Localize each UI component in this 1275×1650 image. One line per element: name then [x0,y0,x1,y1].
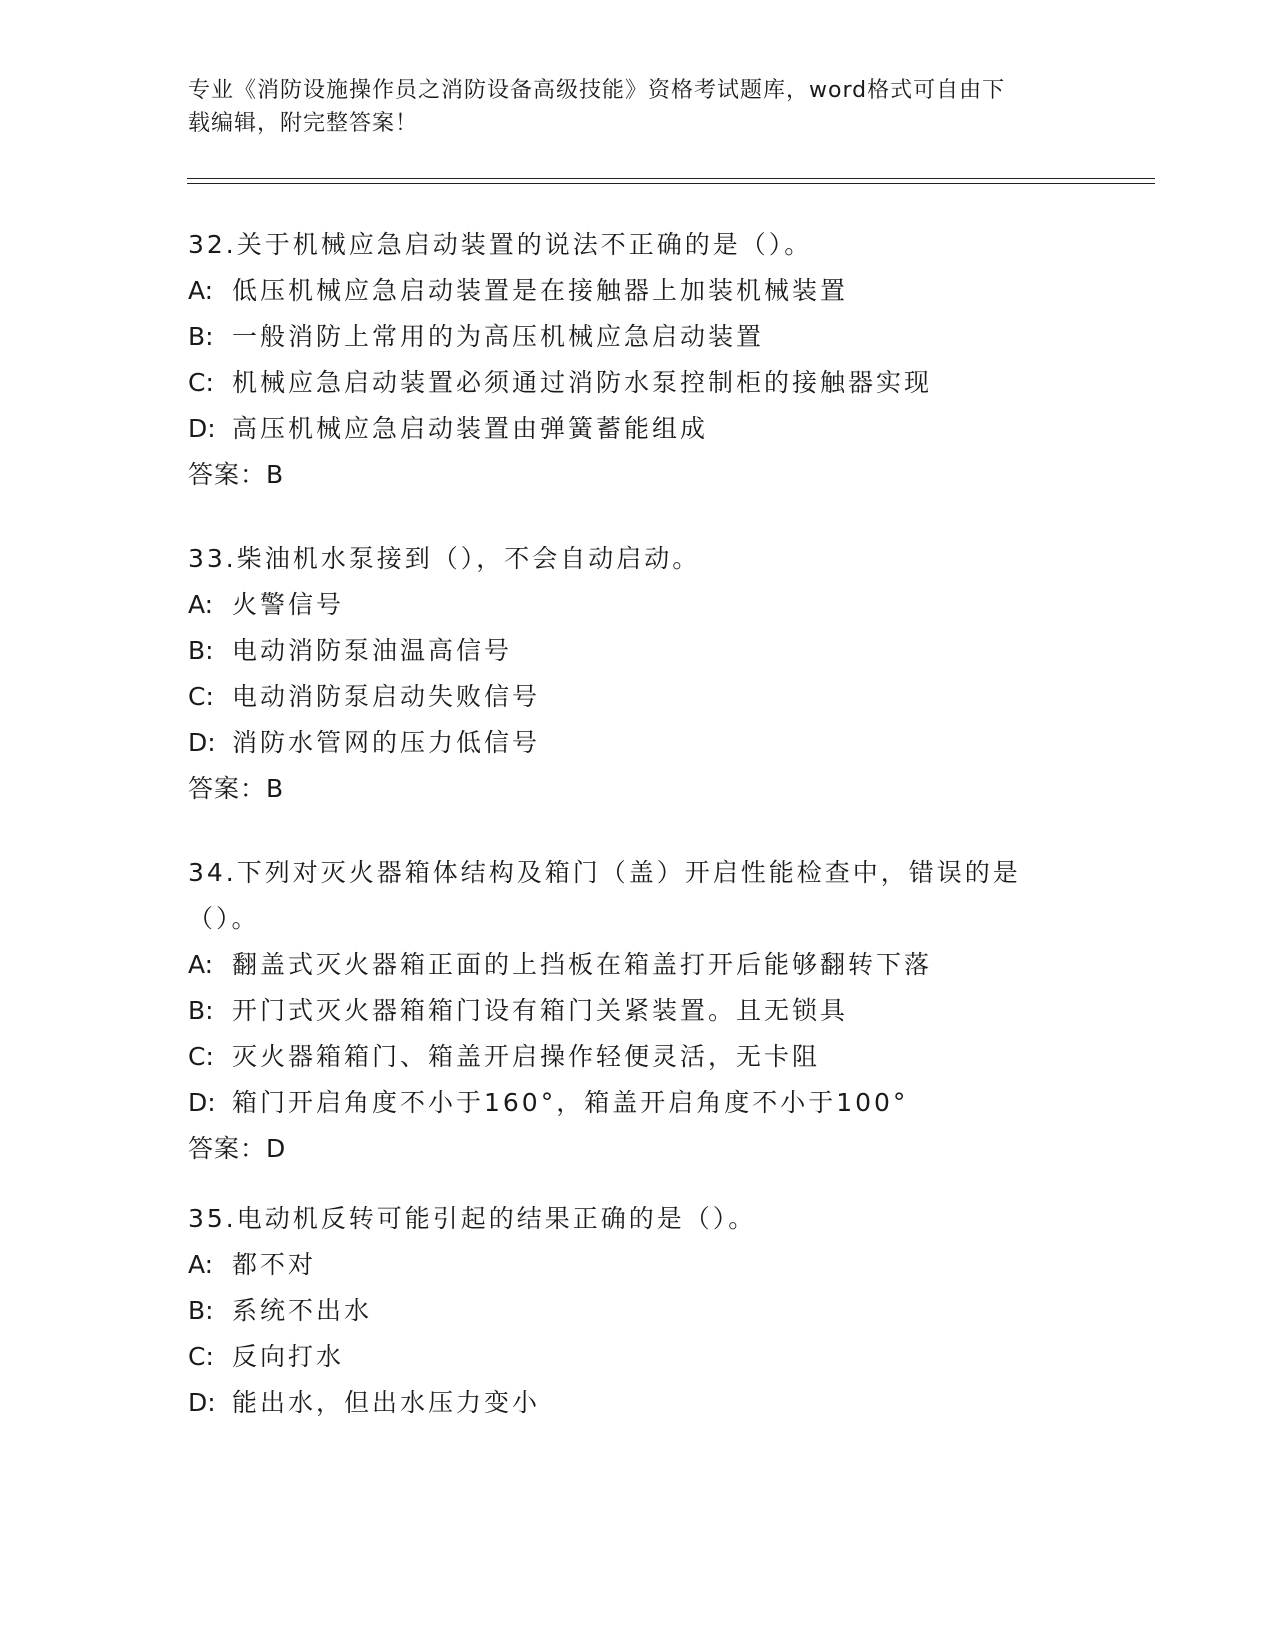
option-text: 一般消防上常用的为高压机械应急启动装置 [232,322,765,351]
option-c [188,360,1168,406]
question-stem: 33.柴油机水泵接到（），不会自动启动。 [188,544,701,573]
option-letter: B: [188,996,214,1025]
option-text: 灭火器箱箱门、箱盖开启操作轻便灵活，无卡阻 [232,1042,821,1071]
option-d [188,1080,1168,1126]
option-letter: C: [188,1042,214,1071]
option-text: 机械应急启动装置必须通过消防水泵控制柜的接触器实现 [232,368,933,397]
option-b [188,988,1168,1034]
option-c [188,1034,1168,1080]
option-b [188,1288,1168,1334]
header-line-2: 载编辑，附完整答案！ [188,111,419,136]
option-b [188,314,1168,360]
header-line-1: 专业《消防设施操作员之消防设备高级技能》资格考试题库，word格式可自由下 [188,78,1006,103]
option-text: 电动消防泵油温高信号 [232,636,513,665]
question-34 [188,850,1168,1172]
question-stem: 32.关于机械应急启动装置的说法不正确的是（）。 [188,230,813,259]
option-letter: A: [188,276,214,305]
option-c [188,1334,1168,1380]
question-stem: 34.下列对灭火器箱体结构及箱门（盖）开启性能检查中，错误的是（）。 [188,858,1021,933]
answer: 答案：B [188,774,285,803]
option-letter: B: [188,636,214,665]
option-text: 都不对 [232,1250,317,1279]
option-text: 低压机械应急启动装置是在接触器上加装机械装置 [232,276,849,305]
option-text: 系统不出水 [232,1296,373,1325]
option-text: 翻盖式灭火器箱正面的上挡板在箱盖打开后能够翻转下落 [232,950,933,979]
option-a [188,1242,1168,1288]
header-divider [187,178,1155,184]
option-letter: C: [188,682,214,711]
option-d [188,406,1168,452]
option-text: 电动消防泵启动失败信号 [232,682,541,711]
option-text: 消防水管网的压力低信号 [232,728,541,757]
option-letter: D: [188,414,216,443]
option-letter: A: [188,950,214,979]
answer: 答案：B [188,460,285,489]
option-c [188,674,1168,720]
option-letter: D: [188,1088,216,1117]
option-text: 高压机械应急启动装置由弹簧蓄能组成 [232,414,709,443]
option-text: 反向打水 [232,1342,345,1371]
option-a [188,582,1168,628]
option-d [188,1380,1168,1426]
question-35 [188,1196,1168,1426]
question-stem: 35.电动机反转可能引起的结果正确的是（）。 [188,1204,757,1233]
option-a [188,268,1168,314]
option-b [188,628,1168,674]
option-letter: C: [188,368,214,397]
option-letter: D: [188,728,216,757]
option-d [188,720,1168,766]
option-letter: B: [188,1296,214,1325]
option-text: 能出水，但出水压力变小 [232,1388,541,1417]
option-letter: B: [188,322,214,351]
question-33 [188,536,1168,812]
option-a [188,942,1168,988]
option-letter: A: [188,590,214,619]
answer: 答案：D [188,1134,287,1163]
option-letter: D: [188,1388,216,1417]
option-text: 箱门开启角度不小于160°，箱盖开启角度不小于100° [232,1088,909,1117]
document-header [188,74,1068,140]
option-letter: C: [188,1342,214,1371]
option-letter: A: [188,1250,214,1279]
option-text: 火警信号 [232,590,345,619]
question-32 [188,222,1168,498]
option-text: 开门式灭火器箱箱门设有箱门关紧装置。且无锁具 [232,996,849,1025]
